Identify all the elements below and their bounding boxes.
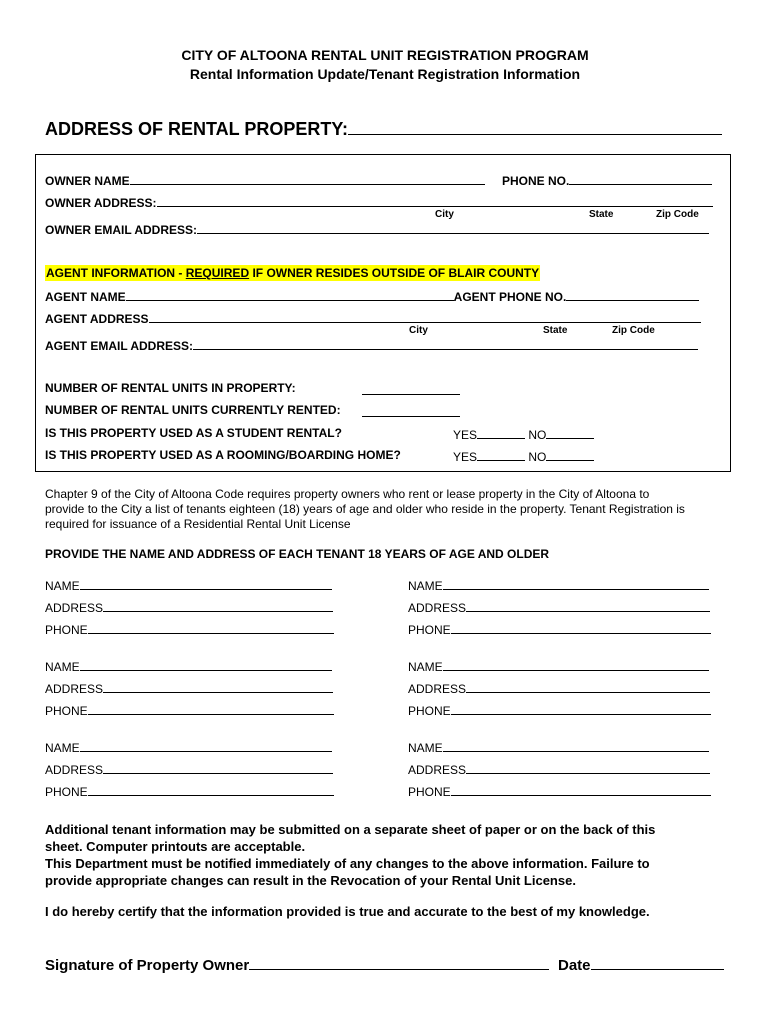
owner-name-row [45,172,485,188]
owner-phone-field[interactable] [569,172,712,185]
tenant-3-name-label: NAME [45,660,80,674]
rooming-home-answer [453,448,594,464]
form-subtitle: Rental Information Update/Tenant Registration Information [189,66,581,82]
tenant-4-name-field[interactable] [443,658,709,671]
note-line-4: provide appropriate changes can result in the Revocation of your Rental Unit License. [45,873,576,888]
owner-zip-caption: Zip Code [656,209,699,220]
tenant-5-address-field[interactable] [103,761,333,774]
tenant-2-name-row [408,577,709,593]
units-total-label: NUMBER OF RENTAL UNITS IN PROPERTY: [45,381,296,395]
owner-phone-label: PHONE NO. [502,174,570,188]
tenant-6-phone-label: PHONE [408,785,451,799]
tenant-4-address-row [408,680,710,696]
tenant-3-name-field[interactable] [80,658,332,671]
tenant-6-phone-row [408,783,711,799]
tenant-3-phone-label: PHONE [45,704,88,718]
tenant-4-address-field[interactable] [466,680,710,693]
tenant-2-address-field[interactable] [466,599,710,612]
agent-address-row [45,310,701,326]
owner-email-label: OWNER EMAIL ADDRESS: [45,223,198,237]
agent-address-label: AGENT ADDRESS [45,312,149,326]
tenant-5-phone-field[interactable] [88,783,334,796]
owner-name-field[interactable] [130,172,485,185]
tenant-3-address-label: ADDRESS [45,682,104,696]
agent-name-field[interactable] [126,288,454,301]
tenant-2-phone-label: PHONE [408,623,451,637]
note-line-1: Additional tenant information may be submitted on a separate sheet of paper or on the back of this [45,822,656,837]
signature-row [45,956,549,974]
signature-label: Signature of Property Owner [45,957,250,974]
chapter-text-line-2: provide to the City a list of tenants eighteen (18) years of age and older who reside in the property. Tenant Registration is [45,502,685,516]
tenant-2-name-field[interactable] [443,577,709,590]
tenant-1-phone-row [45,621,334,637]
tenant-1-address-row [45,599,333,615]
tenant-5-address-row [45,761,333,777]
tenant-4-phone-row [408,702,711,718]
tenant-5-name-label: NAME [45,741,80,755]
rooming-yes-field[interactable] [477,448,525,461]
tenant-5-name-row [45,739,332,755]
tenant-6-name-label: NAME [408,741,443,755]
agent-name-row [45,288,699,304]
owner-state-caption: State [589,209,614,220]
agent-info-prefix: AGENT INFORMATION - [46,266,186,280]
tenant-2-phone-field[interactable] [451,621,711,634]
owner-phone-row [502,172,712,188]
tenant-6-name-field[interactable] [443,739,709,752]
agent-email-row [45,337,698,353]
tenant-2-address-row [408,599,710,615]
property-address-row [45,119,722,140]
agent-city-caption: City [409,325,428,336]
tenant-1-address-label: ADDRESS [45,601,104,615]
owner-email-row [45,221,709,237]
tenant-6-phone-field[interactable] [451,783,711,796]
agent-phone-label: AGENT PHONE NO. [453,290,567,304]
rooming-yes-label: YES [453,450,478,464]
tenant-6-name-row [408,739,709,755]
signature-field[interactable] [249,956,549,970]
agent-info-required: REQUIRED [185,266,250,280]
agent-email-field[interactable] [193,337,698,350]
property-address-label: ADDRESS OF RENTAL PROPERTY: [45,119,349,139]
form-title: CITY OF ALTOONA RENTAL UNIT REGISTRATION PROGRAM [181,47,589,63]
student-no-field[interactable] [546,426,594,439]
tenant-4-phone-field[interactable] [451,702,711,715]
property-address-field[interactable] [348,122,722,135]
agent-name-label: AGENT NAME [45,290,126,304]
date-label: Date [558,957,591,974]
chapter-text-line-3: required for issuance of a Residential Rental Unit License [45,517,351,531]
note-line-3: This Department must be notified immediately of any changes to the above information. Failure to [45,856,650,871]
owner-name-label: OWNER NAME [45,174,130,188]
tenant-2-name-label: NAME [408,579,443,593]
student-no-label: NO [528,428,547,442]
student-yes-label: YES [453,428,478,442]
student-rental-label: IS THIS PROPERTY USED AS A STUDENT RENTAL? [45,426,342,440]
note-line-2: sheet. Computer printouts are acceptable. [45,839,306,854]
tenant-1-phone-label: PHONE [45,623,88,637]
tenant-1-name-field[interactable] [80,577,332,590]
agent-address-field[interactable] [149,310,701,323]
agent-info-suffix: IF OWNER RESIDES OUTSIDE OF BLAIR COUNTY [249,266,540,280]
owner-address-field[interactable] [157,194,713,207]
tenant-5-phone-row [45,783,334,799]
tenant-6-address-label: ADDRESS [408,763,467,777]
agent-zip-caption: Zip Code [612,325,655,336]
tenant-4-address-label: ADDRESS [408,682,467,696]
tenant-1-address-field[interactable] [103,599,333,612]
tenants-heading: PROVIDE THE NAME AND ADDRESS OF EACH TENANT 18 YEARS OF AGE AND OLDER [45,547,550,561]
tenant-6-address-row [408,761,710,777]
student-rental-answer [453,426,594,442]
tenant-5-address-label: ADDRESS [45,763,104,777]
owner-address-row [45,194,713,210]
rooming-home-label: IS THIS PROPERTY USED AS A ROOMING/BOARDING HOME? [45,448,401,462]
agent-info-banner [45,265,540,281]
units-rented-field[interactable] [362,404,460,417]
tenant-3-phone-row [45,702,334,718]
tenant-1-name-label: NAME [45,579,80,593]
tenant-4-name-label: NAME [408,660,443,674]
tenant-5-phone-label: PHONE [45,785,88,799]
agent-phone-field[interactable] [566,288,699,301]
agent-state-caption: State [543,325,568,336]
date-row [558,956,724,974]
certify-statement: I do hereby certify that the information provided is true and accurate to the best of my knowledge. [45,904,650,919]
units-total-field[interactable] [362,382,460,395]
agent-email-label: AGENT EMAIL ADDRESS: [45,339,194,353]
owner-city-caption: City [435,209,454,220]
tenant-6-address-field[interactable] [466,761,710,774]
chapter-text-line-1: Chapter 9 of the City of Altoona Code requires property owners who rent or lease property in the City of Altoona to [45,487,650,501]
student-yes-field[interactable] [477,426,525,439]
rooming-no-label: NO [528,450,547,464]
tenant-3-phone-field[interactable] [88,702,334,715]
tenant-1-phone-field[interactable] [88,621,334,634]
tenant-3-address-row [45,680,333,696]
tenant-4-phone-label: PHONE [408,704,451,718]
owner-email-field[interactable] [197,221,709,234]
tenant-5-name-field[interactable] [80,739,332,752]
date-field[interactable] [591,956,724,970]
tenant-3-name-row [45,658,332,674]
tenant-1-name-row [45,577,332,593]
tenant-2-address-label: ADDRESS [408,601,467,615]
owner-address-label: OWNER ADDRESS: [45,196,157,210]
tenant-3-address-field[interactable] [103,680,333,693]
tenant-2-phone-row [408,621,711,637]
tenant-4-name-row [408,658,709,674]
units-rented-label: NUMBER OF RENTAL UNITS CURRENTLY RENTED: [45,403,341,417]
rooming-no-field[interactable] [546,448,594,461]
